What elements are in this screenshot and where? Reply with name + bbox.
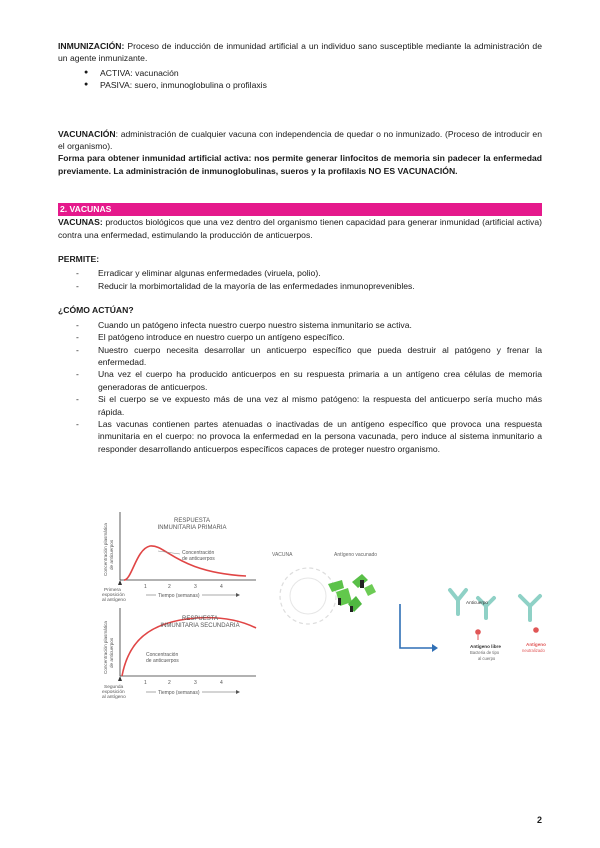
primary-response-chart	[96, 504, 264, 604]
tick-label: 1	[144, 680, 147, 686]
vaccine-antigen-shape	[328, 574, 376, 612]
exposure-marker	[118, 676, 122, 681]
list-item: - Erradicar y eliminar algunas enfermedades (viruela, polio).	[76, 267, 542, 279]
vaccine-antigen-label: Antígeno vacunado	[334, 552, 378, 558]
list-item: - Nuestro cuerpo necesita desarrollar un anticuerpo específico que pueda destruir al patógeno y frenar la enfermedad.	[76, 344, 542, 369]
curve-label: de anticuerpos	[182, 556, 215, 562]
list-item: - Si el cuerpo se ve expuesto más de una vez al mismo patógeno: la respuesta del anticuerpo sería mucho más rápida.	[76, 393, 542, 418]
secondary-response-chart	[96, 604, 264, 704]
y-axis-label: de anticuerpos	[109, 539, 114, 570]
figures-area	[96, 504, 576, 704]
cell-outline	[280, 568, 336, 624]
list-item: - Las vacunas contienen partes atenuadas o inactivadas de un antígeno específico que provoca una respuesta inmunitaria en el cuerpo: no provoca la enfermedad en la persona vacunada, pero induce al sistema inmunitario a responder desarrollando anticuerpos específicos capaces de proteger nuestro organismo.	[76, 418, 542, 455]
inmunizacion-paragraph	[58, 40, 542, 65]
exposure-label: exposición	[102, 593, 125, 598]
exposure-label: Segunda	[104, 685, 124, 690]
chart-title: INMUNITARIA PRIMARIA	[157, 525, 227, 531]
permite-list	[58, 267, 542, 292]
vacunacion-definition: : administración de cualquier vacuna con independencia de quedar o no inmunizado. (Proceso de introducir en el organismo).	[58, 128, 542, 152]
x-axis-label: Tiempo (semanas)	[158, 593, 200, 599]
y-axis-label: de anticuerpos	[109, 637, 114, 668]
inmunizacion-types-list	[58, 67, 542, 92]
neutralized-antigen-label: Antígeno	[526, 642, 546, 647]
arrow-head	[236, 690, 240, 694]
tick-label: 4	[220, 584, 223, 590]
forma-paragraph: Forma para obtener inmunidad artificial activa: nos permite generar linfocitos de memoria sin padecer la enfermedad previamente. La administración de inmunoglobulinas, sueros y la profilaxis NO ES VACUNACIÓN.	[58, 153, 542, 176]
free-antigen-label: Bacteria de tipo	[470, 650, 500, 655]
page-number: 2	[537, 815, 543, 825]
page-content	[58, 40, 542, 455]
curve-label: Concentración	[182, 550, 215, 556]
free-antigen-label: Antígeno libre	[470, 644, 501, 649]
arrow-head	[236, 593, 240, 597]
arrow-head	[432, 644, 438, 652]
chart-title: RESPUESTA	[182, 616, 218, 622]
list-item: - Una vez el cuerpo ha producido anticuerpos en su respuesta primaria a un antígeno crea células de memoria generadoras de anticuerpos.	[76, 368, 542, 393]
y-axis-label: Concentración plasmática	[103, 621, 108, 674]
vaccine-diagram	[268, 544, 568, 680]
list-item: ● ACTIVA: vacunación	[84, 67, 542, 79]
inmunizacion-term: INMUNIZACIÓN:	[58, 41, 125, 51]
antibody-label: Anticuerpo	[466, 600, 488, 605]
exposure-label: exposición	[102, 690, 125, 695]
curve-label: de anticuerpos	[146, 658, 179, 664]
y-axis-label: Concentración plasmática	[103, 523, 108, 576]
tick-label: 3	[194, 584, 197, 590]
vacunacion-paragraph	[58, 128, 542, 153]
vaccine-label: VACUNA	[272, 552, 293, 558]
curve-label: Concentración	[146, 652, 179, 658]
permite-heading: PERMITE:	[58, 254, 100, 265]
antibody-icon	[450, 590, 540, 620]
exposure-label: Primera	[104, 588, 121, 593]
list-item: - Cuando un patógeno infecta nuestro cuerpo nuestro sistema inmunitario se activa.	[76, 319, 542, 331]
como-actuan-list	[58, 319, 542, 455]
tick-label: 3	[194, 680, 197, 686]
free-antigen-dot	[475, 629, 481, 635]
process-arrow	[400, 604, 432, 648]
tick-label: 2	[168, 584, 171, 590]
list-item: - Reducir la morbimortalidad de la mayoría de las enfermedades inmunoprevenibles.	[76, 280, 542, 292]
tick-label: 1	[144, 584, 147, 590]
vacunacion-term: VACUNACIÓN	[58, 128, 116, 139]
list-item: ● PASIVA: suero, inmunoglobulina o profilaxis	[84, 79, 542, 91]
como-actuan-heading: ¿CÓMO ACTÚAN?	[58, 305, 134, 316]
chart-title: RESPUESTA	[174, 518, 210, 524]
chart-title: INMUNITARIA SECUNDARIA	[160, 623, 240, 629]
cell-outline	[290, 578, 326, 614]
vacunas-term: VACUNAS:	[58, 217, 103, 228]
list-item: - El patógeno introduce en nuestro cuerpo un antígeno específico.	[76, 331, 542, 343]
tick-label: 4	[220, 680, 223, 686]
exposure-label: al antígeno	[102, 598, 126, 603]
neutralized-antigen-dot	[533, 627, 539, 633]
exposure-marker	[118, 580, 122, 585]
tick-label: 2	[168, 680, 171, 686]
free-antigen-label: al cuerpo	[478, 656, 496, 661]
inmunizacion-definition: Proceso de inducción de inmunidad artificial a un individuo sano susceptible mediante la administración de un agente inmunizante.	[58, 41, 542, 64]
vacunas-definition: productos biológicos que una vez dentro del organismo tienen capacidad para generar inmunidad (artificial activa) contra una enfermedad, estimulando la producción de anticuerpos.	[58, 217, 542, 240]
section-heading-vacunas: 2. VACUNAS	[58, 203, 542, 216]
vacunas-paragraph	[58, 216, 542, 241]
x-axis-label: Tiempo (semanas)	[158, 690, 200, 696]
neutralized-antigen-label: neutralizado	[522, 648, 545, 653]
exposure-label: al antígeno	[102, 695, 126, 700]
